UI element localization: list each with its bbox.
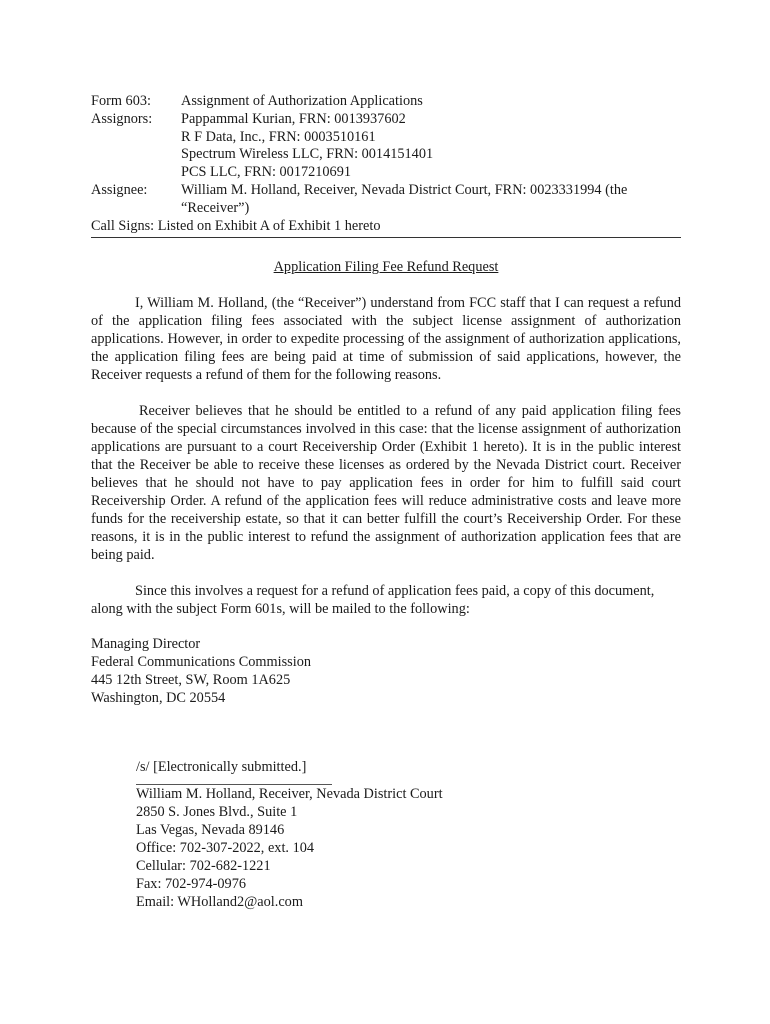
assignor-item: PCS LLC, FRN: 0017210691 bbox=[181, 164, 352, 181]
address-line: 445 12th Street, SW, Room 1A625 bbox=[91, 672, 291, 689]
assignors-list bbox=[181, 111, 681, 182]
signer-email: Email: WHolland2@aol.com bbox=[136, 894, 303, 911]
assignors-label: Assignors: bbox=[91, 110, 153, 127]
body-paragraph: I, William M. Holland, (the “Receiver”) understand from FCC staff that I can request a refund of the application filing fees associated with the subject license assignment of authorization applications. However, in order to expedite processing of the assignment of authorization applications, the application filing fees are being paid at time of submission of said applications, however, the Receiver requests a refund of them for the following reasons. bbox=[91, 295, 681, 384]
assignors-row bbox=[91, 111, 681, 182]
mailing-address bbox=[91, 635, 681, 707]
body-paragraph: Since this involves a request for a refund of application fees paid, a copy of this document, along with the subject Form 601s, will be mailed to the following: bbox=[91, 583, 655, 618]
signature-rule bbox=[136, 776, 332, 785]
address-line: Federal Communications Commission bbox=[91, 654, 312, 671]
form-value: Assignment of Authorization Applications bbox=[181, 93, 423, 109]
form-header bbox=[91, 93, 681, 218]
signature-block bbox=[136, 758, 681, 911]
assignor-item: R F Data, Inc., FRN: 0003510161 bbox=[181, 128, 376, 145]
assignor-item: Pappammal Kurian, FRN: 0013937602 bbox=[181, 110, 406, 127]
form-label: Form 603: bbox=[91, 93, 151, 109]
signer-city: Las Vegas, Nevada 89146 bbox=[136, 822, 285, 839]
document-title: Application Filing Fee Refund Request bbox=[273, 259, 499, 276]
assignee-row bbox=[91, 182, 681, 218]
address-line: Managing Director bbox=[91, 636, 201, 653]
signer-name: William M. Holland, Receiver, Nevada District Court bbox=[136, 786, 443, 803]
call-signs: Call Signs: Listed on Exhibit A of Exhibit 1 hereto bbox=[91, 218, 681, 239]
document-page bbox=[91, 93, 681, 911]
assignor-item: Spectrum Wireless LLC, FRN: 0014151401 bbox=[181, 146, 434, 163]
address-line: Washington, DC 20554 bbox=[91, 690, 226, 707]
signer-fax: Fax: 702-974-0976 bbox=[136, 876, 246, 893]
electronic-signature: /s/ [Electronically submitted.] bbox=[136, 759, 307, 776]
signer-street: 2850 S. Jones Blvd., Suite 1 bbox=[136, 804, 298, 821]
assignee-value: William M. Holland, Receiver, Nevada District Court, FRN: 0023331994 (the “Receiver”) bbox=[181, 181, 628, 216]
signer-cell-phone: Cellular: 702-682-1221 bbox=[136, 858, 271, 875]
assignee-label: Assignee: bbox=[91, 181, 148, 198]
signer-office-phone: Office: 702-307-2022, ext. 104 bbox=[136, 840, 315, 857]
body-paragraph: Receiver believes that he should be entitled to a refund of any paid application filing fees because of the special circumstances involved in this case: that the license assignment of authorization applications are pursuant to a court Receivership Order (Exhibit 1 hereto). It is in the public interest that the Receiver be able to receive these licenses as ordered by the Nevada District court. Receiver believes that he should not have to pay application fees in order for him to fulfill said court Receivership Order. A refund of the application fees will reduce administrative costs and leave more funds for the receivership estate, so that it can better fulfill the court’s Receivership Order. For these reasons, it is in the public interest to refund the assignment of authorization application fees that are being paid. bbox=[91, 403, 681, 564]
form-row bbox=[91, 93, 681, 111]
